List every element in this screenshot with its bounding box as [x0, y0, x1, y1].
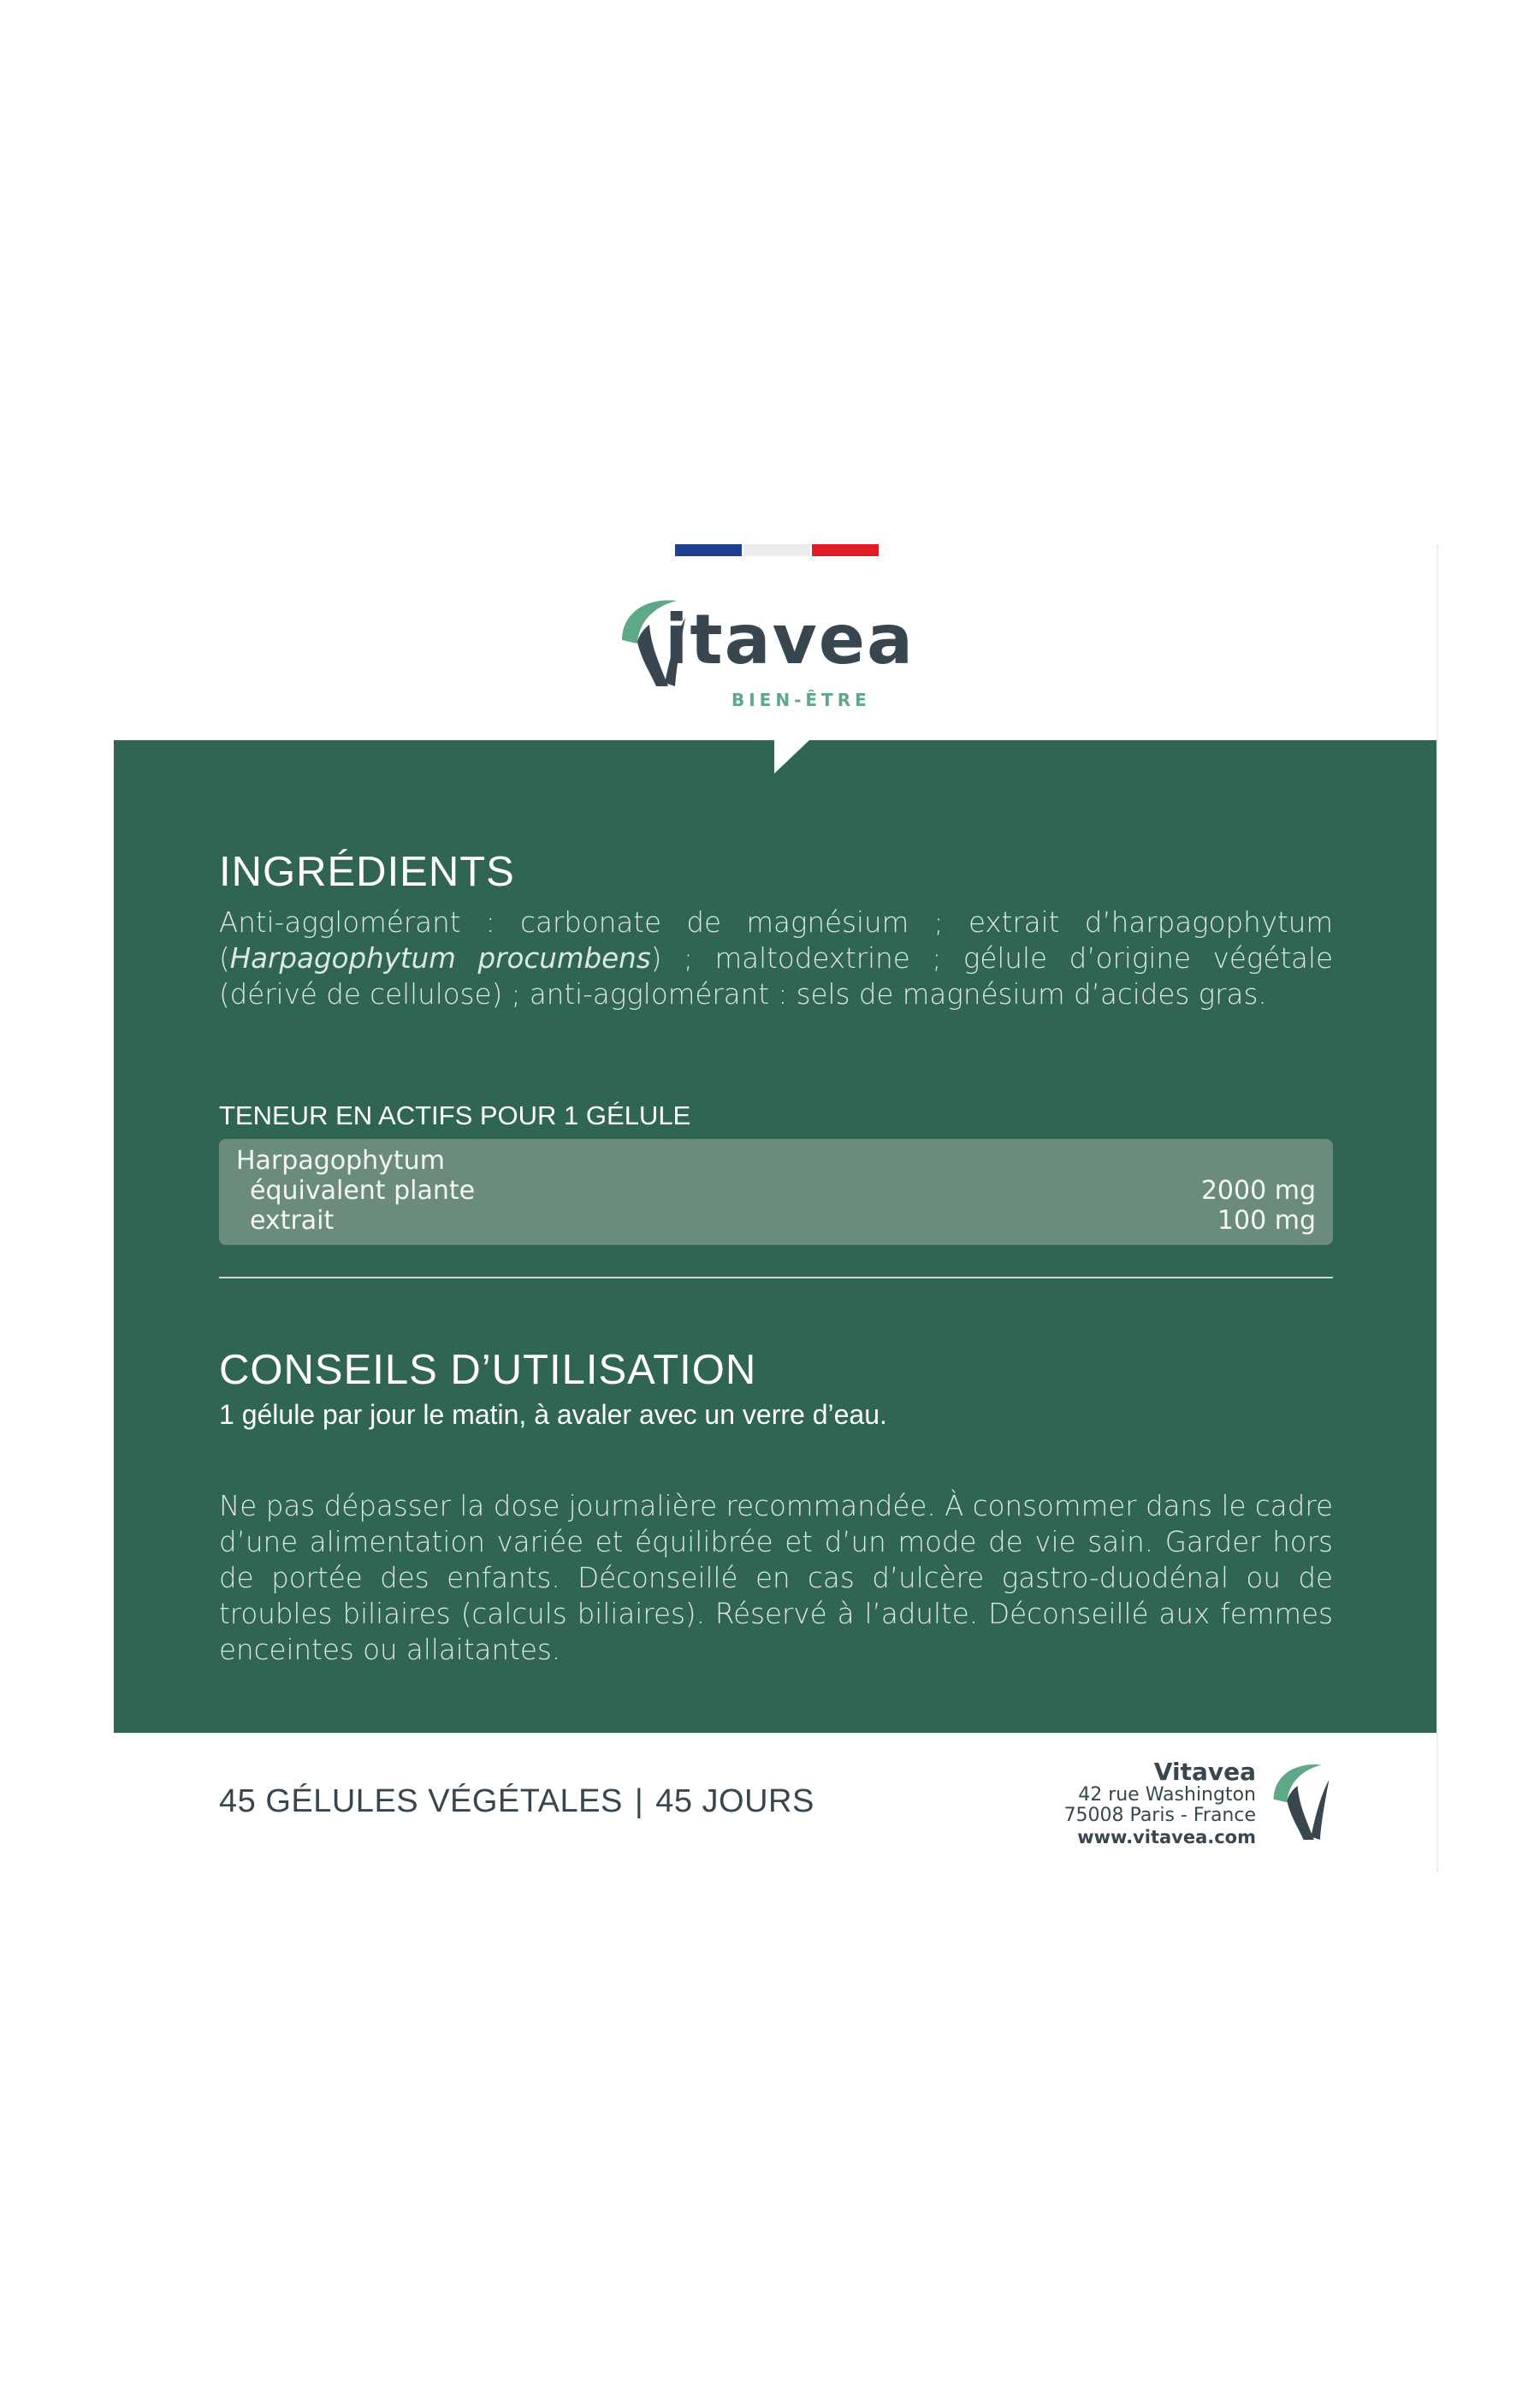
- logo-wordmark: itavea: [665, 600, 915, 679]
- capsule-count: 45 GÉLULES VÉGÉTALES: [219, 1783, 623, 1819]
- quantity-separator: |: [634, 1783, 644, 1819]
- flag-red-stripe: [812, 544, 879, 556]
- product-label: [114, 544, 1438, 1872]
- french-flag-icon: [675, 544, 879, 556]
- package-quantity: [219, 1783, 814, 1820]
- info-panel: [114, 740, 1436, 1733]
- ingredients-text-before: Anti-agglomérant : carbonate de magnésium ; extrait d’harpagophytum (: [219, 906, 1333, 975]
- ingredients-title: INGRÉDIENTS: [219, 849, 515, 895]
- actifs-row-label: extrait: [250, 1206, 335, 1236]
- duration: 45 JOURS: [655, 1783, 814, 1819]
- address-city: 75008 Paris - France: [1063, 1805, 1256, 1826]
- ingredients-latin-name: Harpagophytum procumbens: [229, 942, 651, 975]
- company-name: Vitavea: [1153, 1758, 1256, 1786]
- conseils-title: CONSEILS D’UTILISATION: [219, 1347, 757, 1393]
- ingredients-text-after: ) ; maltodextrine ; gélule d’origine végétale (dérivé de cellulose) ; anti-agglomérant : sels de magnésium d’acides gras.: [219, 942, 1334, 1011]
- vitavea-logo: [615, 585, 974, 714]
- label-edge: [1436, 544, 1438, 1872]
- actifs-plant-name: Harpagophytum: [236, 1146, 445, 1176]
- section-divider: [219, 1277, 1333, 1278]
- flag-blue-stripe: [675, 544, 742, 556]
- actifs-row-value: 2000 mg: [1200, 1176, 1316, 1206]
- leaf-v-icon: [1267, 1756, 1336, 1846]
- actifs-title: TENEUR EN ACTIFS POUR 1 GÉLULE: [219, 1100, 691, 1130]
- company-website: www.vitavea.com: [1077, 1827, 1256, 1847]
- panel-notch: [774, 739, 810, 774]
- warning-text: Ne pas dépasser la dose journalière recommandée. À consommer dans le cadre d’une alimentation variée et équilibrée et d’un mode de vie sain. Garder hors de portée des enfants. Déconseillé en cas d’ulcère gastro-duodénal ou de troubles biliaires (calculs biliaires). Réservé à l’adulte. Déconseillé aux femmes enceintes ou allaitantes.: [219, 1490, 1333, 1666]
- ingredients-text: [219, 904, 1333, 1012]
- flag-white-stripe: [743, 544, 810, 556]
- actifs-table: [219, 1139, 1333, 1245]
- address-street: 42 rue Washington: [1078, 1784, 1256, 1806]
- dosage-text: 1 gélule par jour le matin, à avaler avec un verre d’eau.: [219, 1399, 887, 1430]
- actifs-row-value: 100 mg: [1217, 1206, 1316, 1236]
- company-address: [1064, 1759, 1256, 1848]
- logo-tagline: BIEN-ÊTRE: [732, 690, 871, 710]
- actifs-row-label: équivalent plante: [250, 1176, 476, 1206]
